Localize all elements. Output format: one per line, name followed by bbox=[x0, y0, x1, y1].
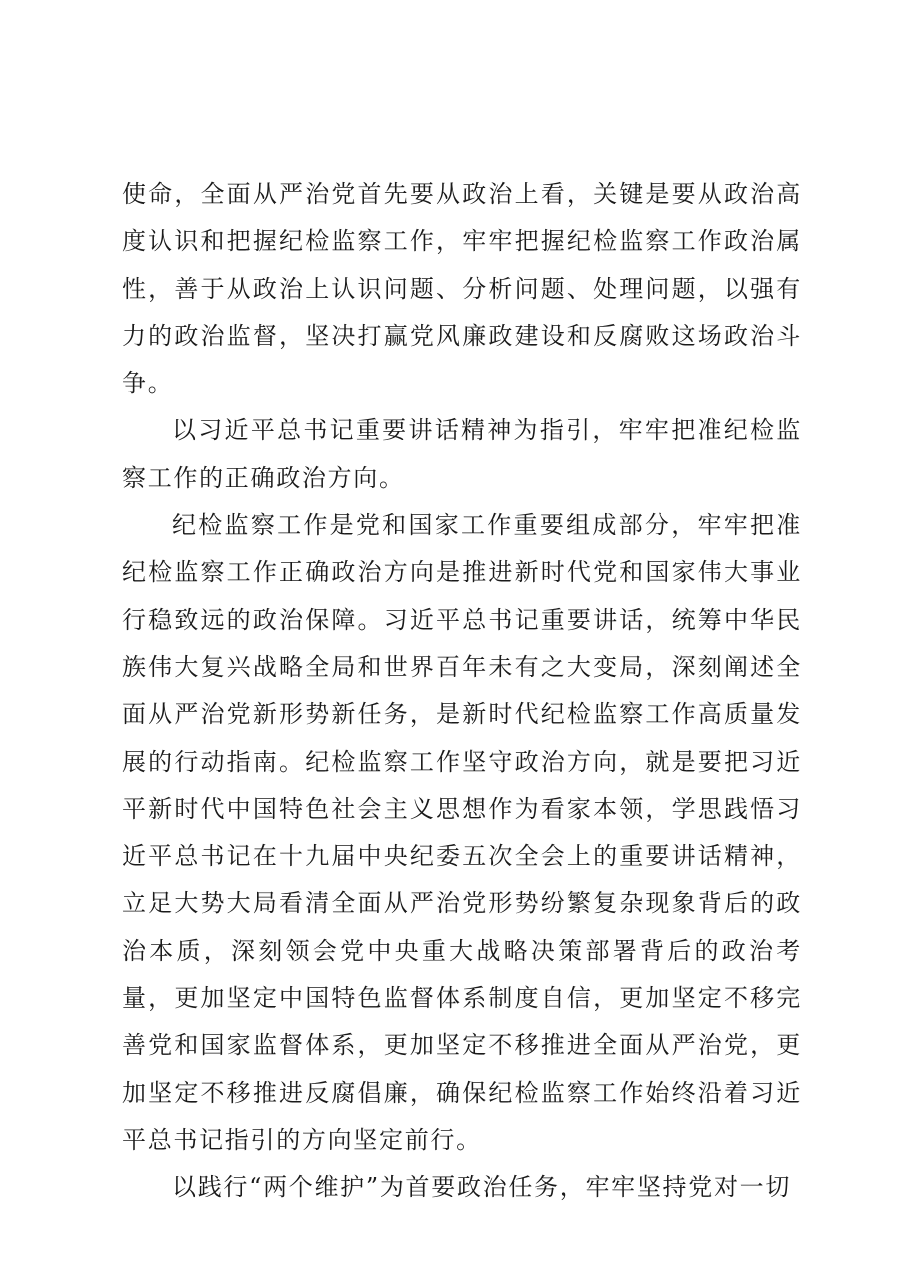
paragraph-2: 以习近平总书记重要讲话精神为指引，牢牢把准纪检监察工作的正确政治方向。 bbox=[122, 416, 802, 492]
paragraph-1: 使命，全面从严治党首先要从政治上看，关键是要从政治高度认识和把握纪检监察工作，牢牢把握纪检监察工作政治属性，善于从政治上认识问题、分析问题、处理问题，以强有力的政治监督，坚决打赢党风廉政建设和反腐败这场政治斗争。 bbox=[122, 180, 802, 398]
paragraph-4: 以践行“两个维护”为首要政治任务，牢牢坚持党对一切 bbox=[172, 1173, 792, 1202]
document-body bbox=[122, 171, 802, 1212]
paragraph-3: 纪检监察工作是党和国家工作重要组成部分，牢牢把准纪检监察工作正确政治方向是推进新时代党和国家伟大事业行稳致远的政治保障。习近平总书记重要讲话，统筹中华民族伟大复兴战略全局和世界百年未有之大变局，深刻阐述全面从严治党新形势新任务，是新时代纪检监察工作高质量发展的行动指南。纪检监察工作坚守政治方向，就是要把习近平新时代中国特色社会主义思想作为看家本领，学思践悟习近平总书记在十九届中央纪委五次全会上的重要讲话精神，立足大势大局看清全面从严治党形势纷繁复杂现象背后的政治本质，深刻领会党中央重大战略决策部署背后的政治考量，更加坚定中国特色监督体系制度自信，更加坚定不移完善党和国家监督体系，更加坚定不移推进全面从严治党，更加坚定不移推进反腐倡廉，确保纪检监察工作始终沿着习近平总书记指引的方向坚定前行。 bbox=[122, 511, 802, 1154]
